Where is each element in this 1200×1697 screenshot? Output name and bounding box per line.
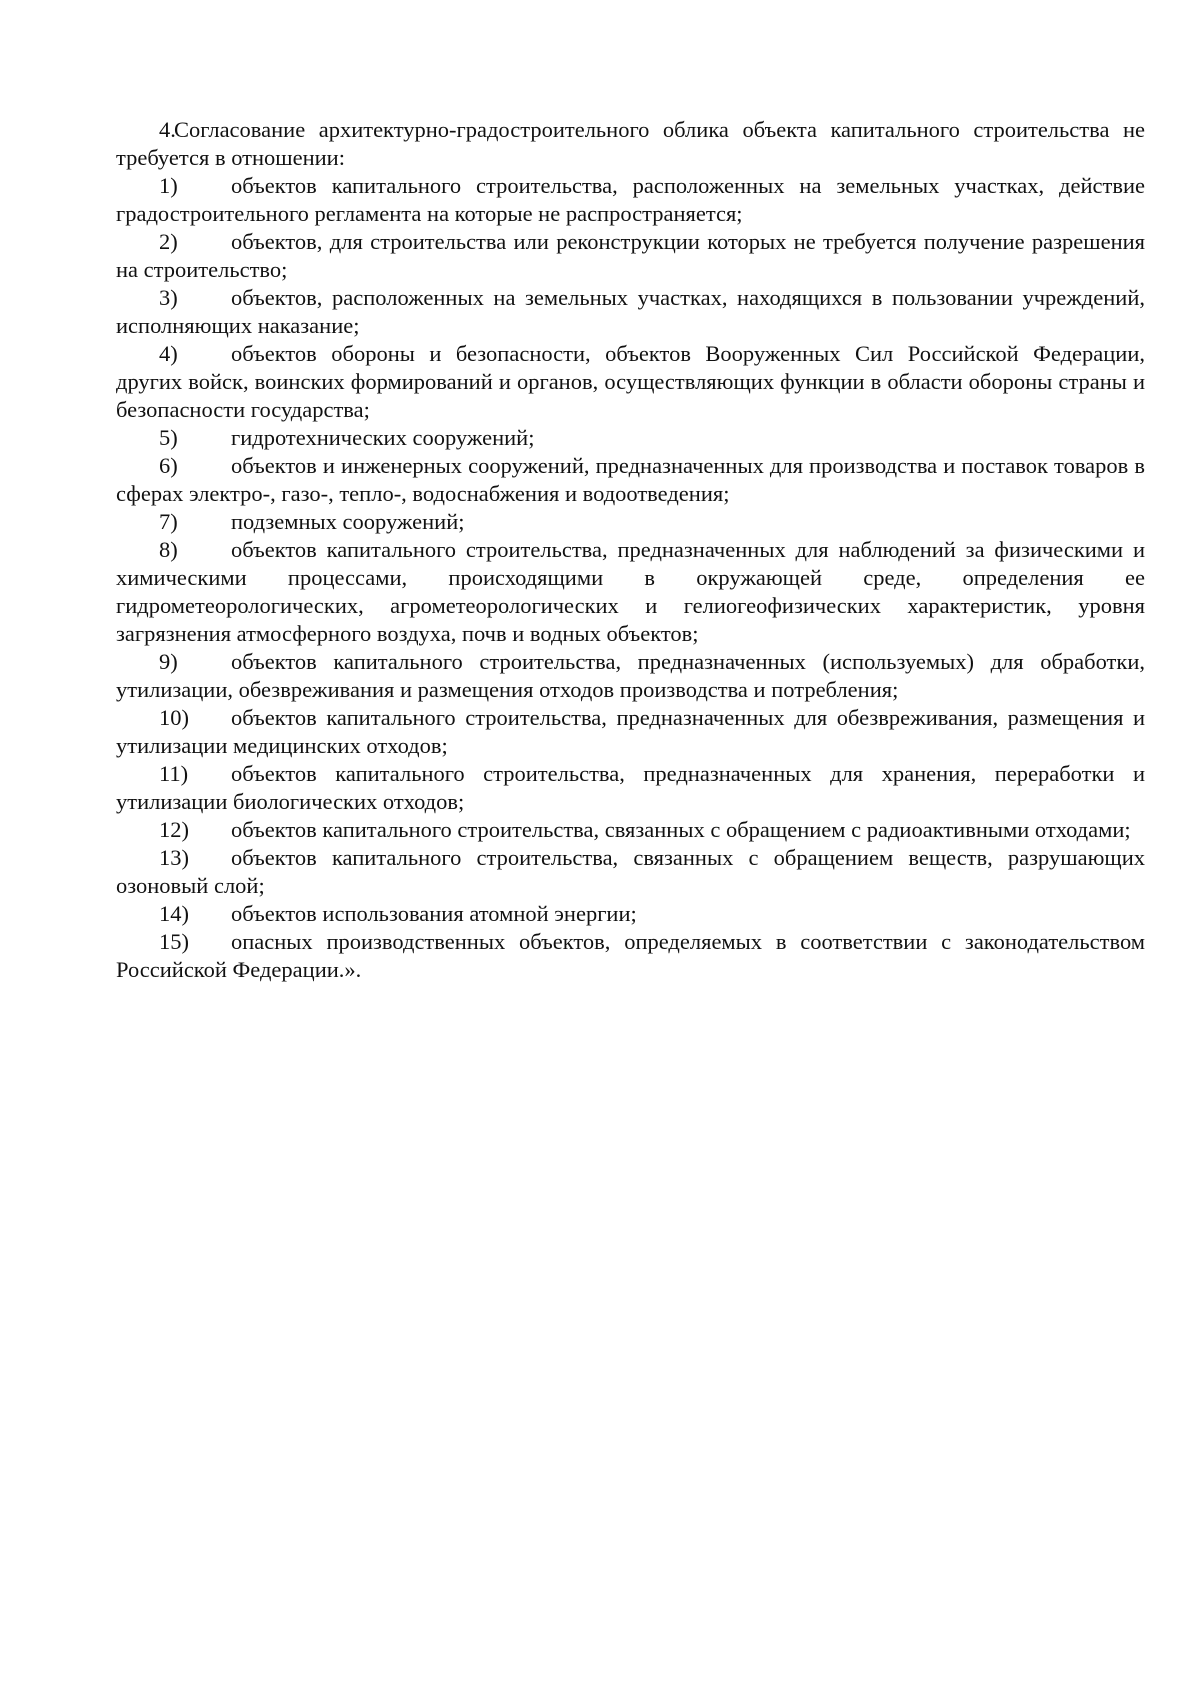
list-item-number: 2) — [159, 229, 178, 254]
list-item-text: гидротехнических сооружений; — [231, 425, 535, 450]
list-item-text: подземных сооружений; — [231, 509, 465, 534]
list-item-number: 11) — [159, 761, 189, 786]
list-item-4 — [116, 340, 1145, 424]
clause-number: 4. — [159, 117, 176, 142]
list-item-3 — [116, 284, 1145, 340]
list-item-text: объектов капитального строительства, расположенных на земельных участках, действие градостроительного регламента на которые не распространяется; — [116, 173, 1145, 226]
list-item-text: объектов и инженерных сооружений, предназначенных для производства и поставок товаров в сферах электро-, газо-, тепло-, водоснабжения и водоотведения; — [116, 453, 1145, 506]
list-item-number: 6) — [159, 453, 178, 478]
list-item-text: объектов обороны и безопасности, объектов Вооруженных Сил Российской Федерации, других войск, воинских формирований и органов, осуществляющих функции в области обороны страны и безопасности государства; — [116, 341, 1145, 422]
list-item-number: 7) — [159, 509, 178, 534]
list-item-number: 8) — [159, 537, 178, 562]
list-item-text: объектов капитального строительства, предназначенных (используемых) для обработки, утилизации, обезвреживания и размещения отходов производства и потребления; — [116, 649, 1145, 702]
list-item-9 — [116, 648, 1145, 704]
list-item-10 — [116, 704, 1145, 760]
list-item-8 — [116, 536, 1145, 648]
list-item-text: объектов капитального строительства, предназначенных для обезвреживания, размещения и утилизации медицинских отходов; — [116, 705, 1145, 758]
list-item-number: 4) — [159, 341, 178, 366]
list-item-text: объектов капитального строительства, связанных с обращением с радиоактивными отходами; — [231, 817, 1131, 842]
list-item-11 — [116, 760, 1145, 816]
clause-text: Согласование архитектурно-градостроительного облика объекта капитального строительства не требуется в отношении: — [116, 117, 1145, 170]
list-item-text: объектов капитального строительства, предназначенных для наблюдений за физическими и химическими процессами, происходящими в окружающей среде, определения ее гидрометеорологических, агрометеорологических и гелиогеофизических характеристик, уровня загрязнения атмосферного воздуха, почв и водных объектов; — [116, 537, 1145, 646]
list-item-number: 15) — [159, 929, 189, 954]
clause-4-intro — [116, 116, 1145, 172]
list-item-5 — [116, 424, 1145, 452]
list-item-7 — [116, 508, 1145, 536]
list-item-number: 1) — [159, 173, 178, 198]
list-item-text: объектов использования атомной энергии; — [231, 901, 637, 926]
list-item-number: 3) — [159, 285, 178, 310]
list-item-12 — [116, 816, 1145, 844]
list-item-text: объектов капитального строительства, предназначенных для хранения, переработки и утилизации биологических отходов; — [116, 761, 1145, 814]
list-item-number: 14) — [159, 901, 189, 926]
list-item-text: опасных производственных объектов, определяемых в соответствии с законодательством Российской Федерации.». — [116, 929, 1145, 982]
list-item-number: 10) — [159, 705, 189, 730]
list-item-number: 13) — [159, 845, 189, 870]
list-item-1 — [116, 172, 1145, 228]
list-item-text: объектов, расположенных на земельных участках, находящихся в пользовании учреждений, исполняющих наказание; — [116, 285, 1145, 338]
list-item-text: объектов, для строительства или реконструкции которых не требуется получение разрешения на строительство; — [116, 229, 1145, 282]
list-item-number: 9) — [159, 649, 178, 674]
list-item-6 — [116, 452, 1145, 508]
list-item-text: объектов капитального строительства, связанных с обращением веществ, разрушающих озоновый слой; — [116, 845, 1145, 898]
list-item-14 — [116, 900, 1145, 928]
document-body — [116, 116, 1145, 984]
list-item-13 — [116, 844, 1145, 900]
list-item-number: 12) — [159, 817, 189, 842]
list-item-number: 5) — [159, 425, 178, 450]
list-item-2 — [116, 228, 1145, 284]
list-item-15 — [116, 928, 1145, 984]
